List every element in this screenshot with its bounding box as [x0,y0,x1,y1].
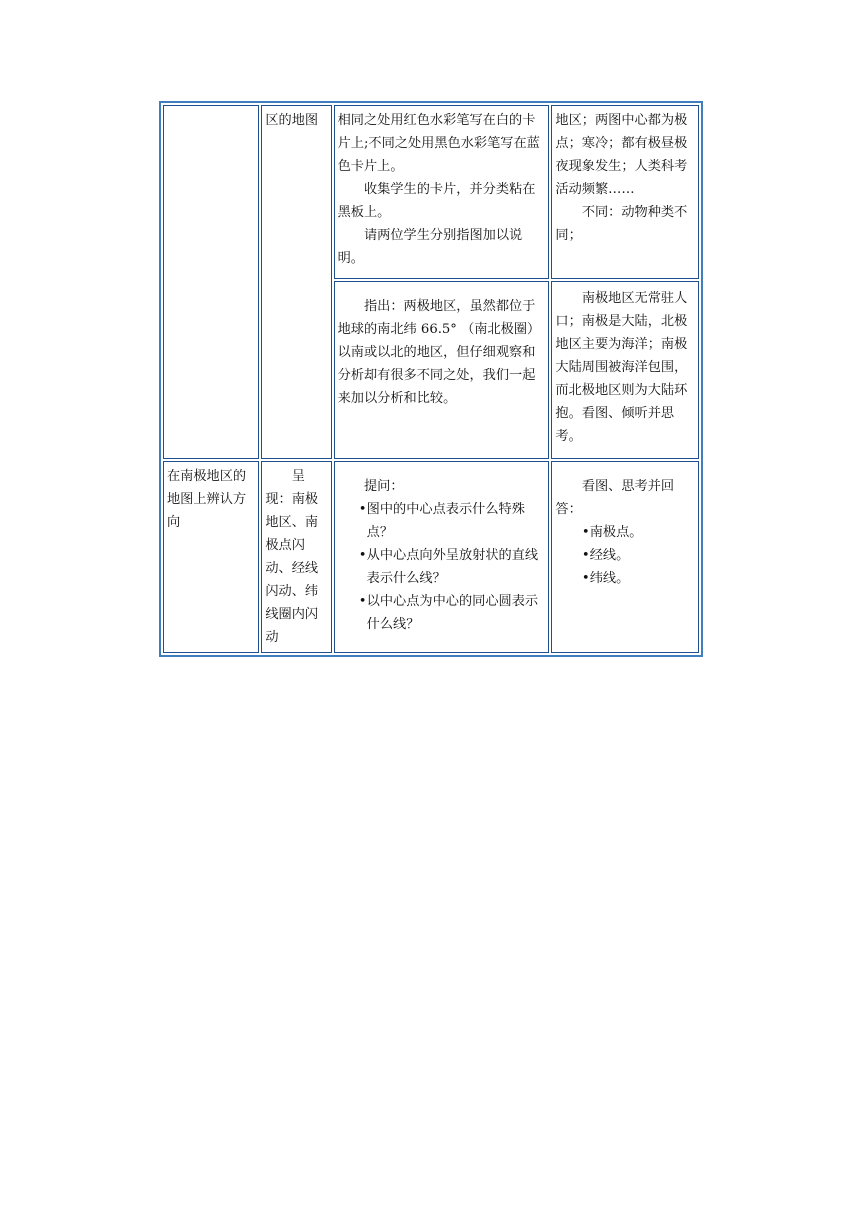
cell-paragraph: 收集学生的卡片，并分类粘在黑板上。 [337,182,536,220]
cell-teaching-content [261,461,331,653]
list-item-text: 南极点。 [589,525,643,540]
list-item-text: 经线。 [589,548,630,563]
bullet-icon: • [581,571,590,586]
cell-student-activity [551,281,699,459]
cell-text: 区的地图 [265,113,319,128]
bullet-icon: • [581,525,590,540]
cell-paragraph: 指出：两极地区，虽然都位于地球的南北纬 66.5° （南北极圈）以南或以北的地区，但仔细观察和分析却有很多不同之处，我们一起来加以分析和比较。 [337,299,541,406]
bullet-icon: • [358,502,367,517]
cell-paragraph: 南极地区无常驻人口；南极是大陆，北极地区主要为海洋；南极大陆周围被海洋包围，而北极地区则为大陆环抱。看图、倾听并思考。 [555,291,688,444]
list-item-text: 图中的中心点表示什么特殊点？ [366,502,525,540]
list-item-text: 从中心点向外呈放射状的直线表示什么线？ [366,548,539,586]
list-item-text: 纬线。 [589,571,630,586]
table-row [163,105,699,279]
cell-paragraph: 看图、思考并回答： [555,479,675,517]
cell-teacher-activity [334,461,550,653]
bullet-icon: • [581,548,590,563]
table-row [163,461,699,653]
list-item [555,521,696,544]
cell-teacher-activity [334,281,550,459]
cell-paragraph: 提问： [364,479,404,494]
cell-paragraph: 请两位学生分别指图加以说明。 [337,228,523,266]
list-item [338,590,547,636]
cell-text: 呈现：南极地区、南极点闪动、经线闪动、纬线圈内闪动 [265,469,319,645]
list-item [338,498,547,544]
cell-teacher-activity [334,105,550,279]
lesson-plan-table [159,101,703,657]
cell-teaching-step [163,105,259,459]
cell-paragraph: 不同：动物种类不同； [555,205,688,243]
list-item-text: 以中心点为中心的同心圆表示什么线？ [366,594,539,632]
list-item [555,544,696,567]
list-item [338,544,547,590]
bullet-icon: • [358,548,367,563]
cell-teaching-content [261,105,331,459]
cell-paragraph: 相同之处用红色水彩笔写在白的卡片上;不同之处用黑色水彩笔写在蓝色卡片上。 [337,113,540,174]
cell-paragraph: 地区；两图中心都为极点；寒冷；都有极昼极夜现象发生；人类科考活动频繁…… [555,113,688,197]
bullet-icon: • [358,594,367,609]
cell-teaching-step [163,461,259,653]
cell-student-activity [551,105,699,279]
cell-student-activity [551,461,699,653]
list-item [555,567,696,590]
cell-text: 在南极地区的地图上辨认方向 [167,469,247,530]
